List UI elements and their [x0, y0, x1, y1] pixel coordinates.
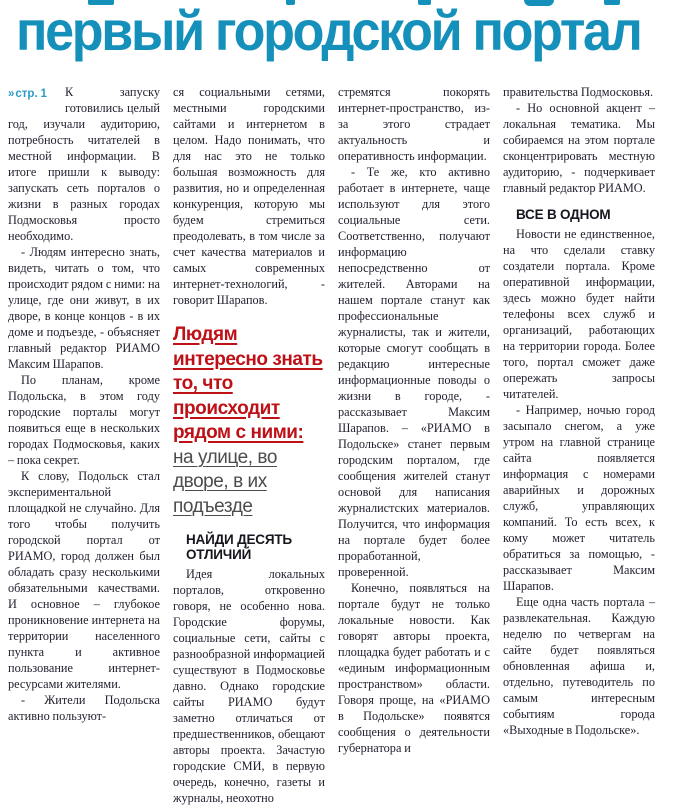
pull-quote	[173, 323, 325, 519]
double-chevron-icon: »	[8, 88, 14, 100]
paragraph: стремятся покорять интернет-пространство, из-за этого страдает актуальность и оперативность информации.	[338, 85, 490, 163]
article-columns	[0, 68, 675, 806]
paragraph: Еще одна часть портала – развлекательная. Каждую неделю по четвергам на сайте будет появляться обновленная афиша и, отдельно, путеводитель по самым интересным событиям города «Выходные в Подольске».	[503, 595, 655, 737]
column-1	[8, 84, 160, 806]
paragraph: - Те же, кто активно работает в интернете, чаще используют для этого социальные сети. Соответственно, получают информацию непосредственно от жителей. Авторами на нашем портале станут как профессиональные журналисты, так и жители, которые смогут сообщать в редакцию интересные информационные поводы о жизни в городе, - рассказывает Максим Шарапов. – «РИАМО в Подольске» станет первым городским порталом, где сообщения жителей станут основой для написания журналистских материалов. Получится, что информация на портале будет более проработанной, проверенной.	[338, 165, 490, 579]
paragraph: » стр. 1 К запуску готовились целый год, изучали аудиторию, потребность читателей в местной информации. В итоге пришли к выводу: запускать сеть порталов о жизни в разных городах Подмосковья просто необходимо.	[8, 85, 160, 243]
jump-page-label: стр. 1	[15, 88, 47, 100]
paragraph: - Например, ночью город засыпало снегом, а уже утром на главной странице сайта появляется информация с номерами аварийных и дорожных служб, управляющих компаний. То есть всех, к кому может читатель обратиться за помощью, - рассказывает Максим Шарапов.	[503, 403, 655, 593]
paragraph: Идея локальных порталов, откровенно говоря, не особенно нова. Городские форумы, социальные сети, сайты с разнообразной информацией существуют в Подмосковье давно. Однако городские сайты РИАМО будут заметно отличаться от предшественников, обещают авторы проекта. Зачастую городские СМИ, в первую очередь, конечно, газеты и журналы, неохотно	[173, 567, 325, 805]
paragraph: - Но основной акцент – локальная тематика. Мы собираемся на этом портале сконцентрировать местную аудиторию, - подчеркивает главный редактор РИАМО.	[503, 101, 655, 195]
paragraph: ся социальными сетями, местными городскими сайтами и интернетом в целом. Надо понимать, что для нас это не только большая возможность для развития, но и определенная конкуренция, которую мы будем стремиться преодолевать, в том числе за счет качества материалов и самых современных интернет-технологий, - говорит Шарапов.	[173, 85, 325, 307]
paragraph: - Людям интересно знать, видеть, читать о том, что происходит рядом с ними: на улице, где они живут, в их дворе, в конце концов - в их доме и подъезде, - объясняет главный редактор РИАМО Максим Шарапов.	[8, 245, 160, 371]
section-heading: НАЙДИ ДЕСЯТЬ ОТЛИЧИЙ	[186, 532, 292, 562]
article-headline: первый городской портал	[16, 0, 641, 62]
column-4	[503, 84, 655, 806]
section-heading: ВСЕ В ОДНОМ	[516, 207, 611, 222]
paragraph: К слову, Подольск стал экспериментальной площадкой не случайно. Для того чтобы получить городской портал от РИАМО, город должен был обладать сразу несколькими обязательными качествами. И основное – глубокое проникновение интернета на территории населенного пункта и активное пользование интернет-ресурсами жителями.	[8, 469, 160, 691]
paragraph: - Жители Подольска активно пользуют-	[8, 693, 160, 723]
continued-from-page-marker	[8, 84, 65, 114]
column-2	[173, 84, 325, 806]
paragraph: Конечно, появляться на портале будут не только локальные новости. Как говорят авторы проекта, площадка будет работать и с «единым информационным пространством» области. Говоря проще, на «РИАМО в Подольске» появятся сообщения о деятельности губернатора и	[338, 581, 490, 755]
paragraph: Новости не единственное, на что сделали ставку создатели портала. Кроме оперативной информации, здесь можно будет найти телефоны всех служб и организаций, работающих на территории города. Более того, портал сможет даже опережать запросы читателей.	[503, 227, 655, 401]
headline-block	[0, 0, 675, 68]
pull-quote-rest: на улице, во дворе, в их подъезде	[173, 446, 277, 517]
paragraph: По планам, кроме Подольска, в этом году городские порталы могут появиться еще в нескольких городах Подмосковья, каких – пока секрет.	[8, 373, 160, 467]
paragraph: правительства Подмосковья.	[503, 85, 654, 99]
column-3	[338, 84, 490, 806]
pull-quote-emphasis: Людям интересно знать то, что происходит рядом с ними:	[173, 324, 323, 443]
